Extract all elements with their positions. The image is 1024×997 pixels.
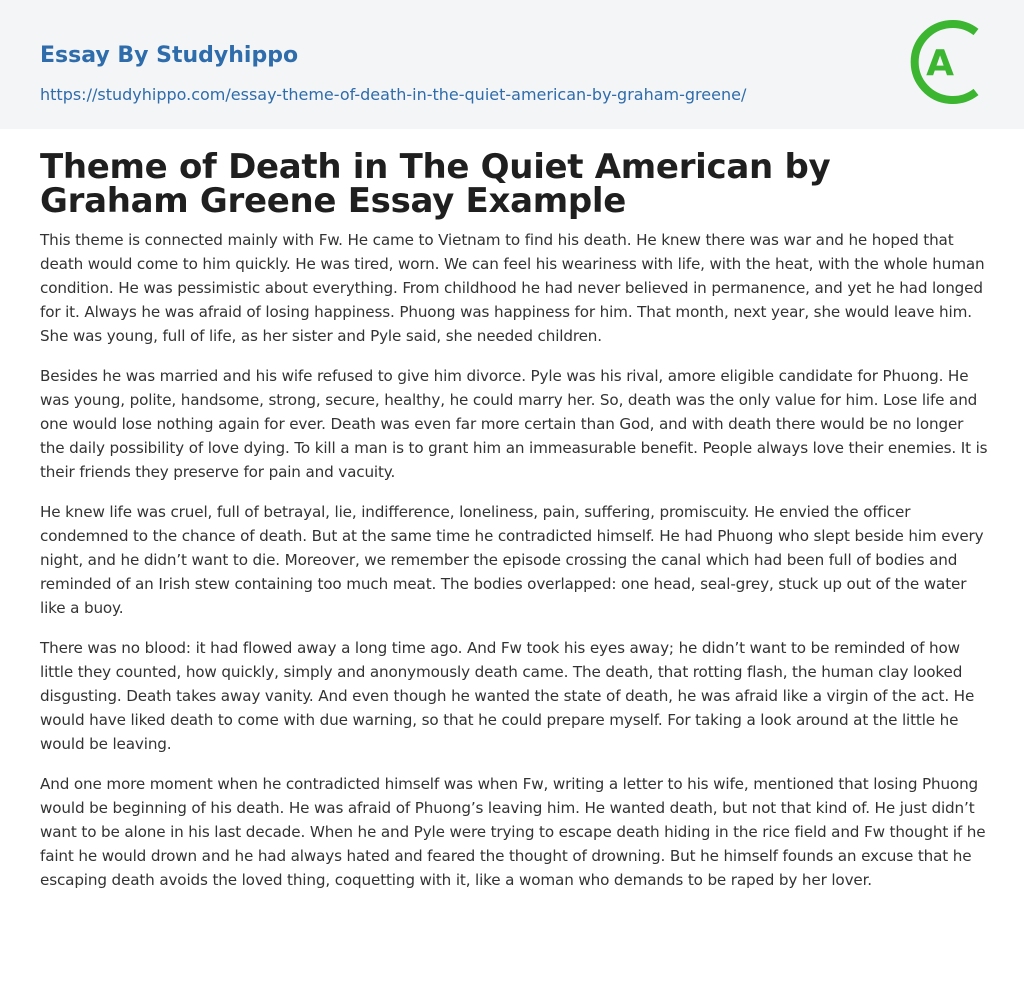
essay-paragraph: Besides he was married and his wife refused to give him divorce. Pyle was his rival, amore eligible candidate for Phuong. He was young, polite, handsome, strong, secure, healthy, he could marry her. So, death was the only value for him. Lose life and one would lose nothing again for ever. Death was even far more certain than God, and with death there would be no longer the daily possibility of love dying. To kill a man is to grant him an immeasurable benefit. People always love their enemies. It is their friends they preserve for pain and vacuity. — [40, 367, 988, 481]
logo-letter: A — [926, 43, 954, 84]
essay-paragraph: And one more moment when he contradicted himself was when Fw, writing a letter to his wife, mentioned that losing Phuong would be beginning of his death. He was afraid of Phuong’s leaving him. He wanted death, but not that kind of. He just didn’t want to be alone in his last decade. When he and Pyle were trying to escape death hiding in the rice field and Fw thought if he faint he would drown and he had always hated and feared the thought of drowning. But he himself founds an excuse that he escaping death avoids the loved thing, coquetting with it, like a woman who demands to be raped by her lover. — [40, 775, 986, 889]
essay-paragraph: This theme is connected mainly with Fw. He came to Vietnam to find his death. He knew there was war and he hoped that death would come to him quickly. He was tired, worn. We can feel his weariness with life, with the heat, with the whole human condition. He was pessimistic about everything. From childhood he had never believed in permanence, and yet he had longed for it. Always he was afraid of losing happiness. Phuong was happiness for him. That month, next year, she would leave him. She was young, full of life, as her sister and Pyle said, she needed children. — [40, 231, 985, 345]
essay-paragraph: He knew life was cruel, full of betrayal, lie, indifference, loneliness, pain, suffering, promiscuity. He envied the officer condemned to the chance of death. But at the same time he contradicted himself. He had Phuong who slept beside him every night, and he didn’t want to die. Moreover, we remember the episode crossing the canal which had been full of bodies and reminded of an Irish stew containing too much meat. The bodies overlapped: one head, seal-grey, stuck up out of the water like a buoy. — [40, 503, 984, 617]
site-header — [0, 0, 1024, 129]
essay-body — [40, 228, 990, 908]
brand-title[interactable]: Essay By Studyhippo — [40, 43, 299, 68]
essay-paragraph: There was no blood: it had flowed away a long time ago. And Fw took his eyes away; he didn’t want to be reminded of how little they counted, how quickly, simply and anonymously death came. The death, that rotting flash, the human clay looked disgusting. Death takes away vanity. And even though he wanted the state of death, he was afraid like a virgin of the act. He would have liked death to come with due warning, so that he could prepare myself. For taking a look around at the little he would be leaving. — [40, 639, 975, 753]
essay-title: Theme of Death in The Quiet American by Graham Greene Essay Example — [40, 147, 831, 221]
studyhippo-logo-icon[interactable] — [910, 18, 988, 106]
source-url-link[interactable]: https://studyhippo.com/essay-theme-of-death-in-the-quiet-american-by-graham-greene/ — [40, 85, 747, 104]
